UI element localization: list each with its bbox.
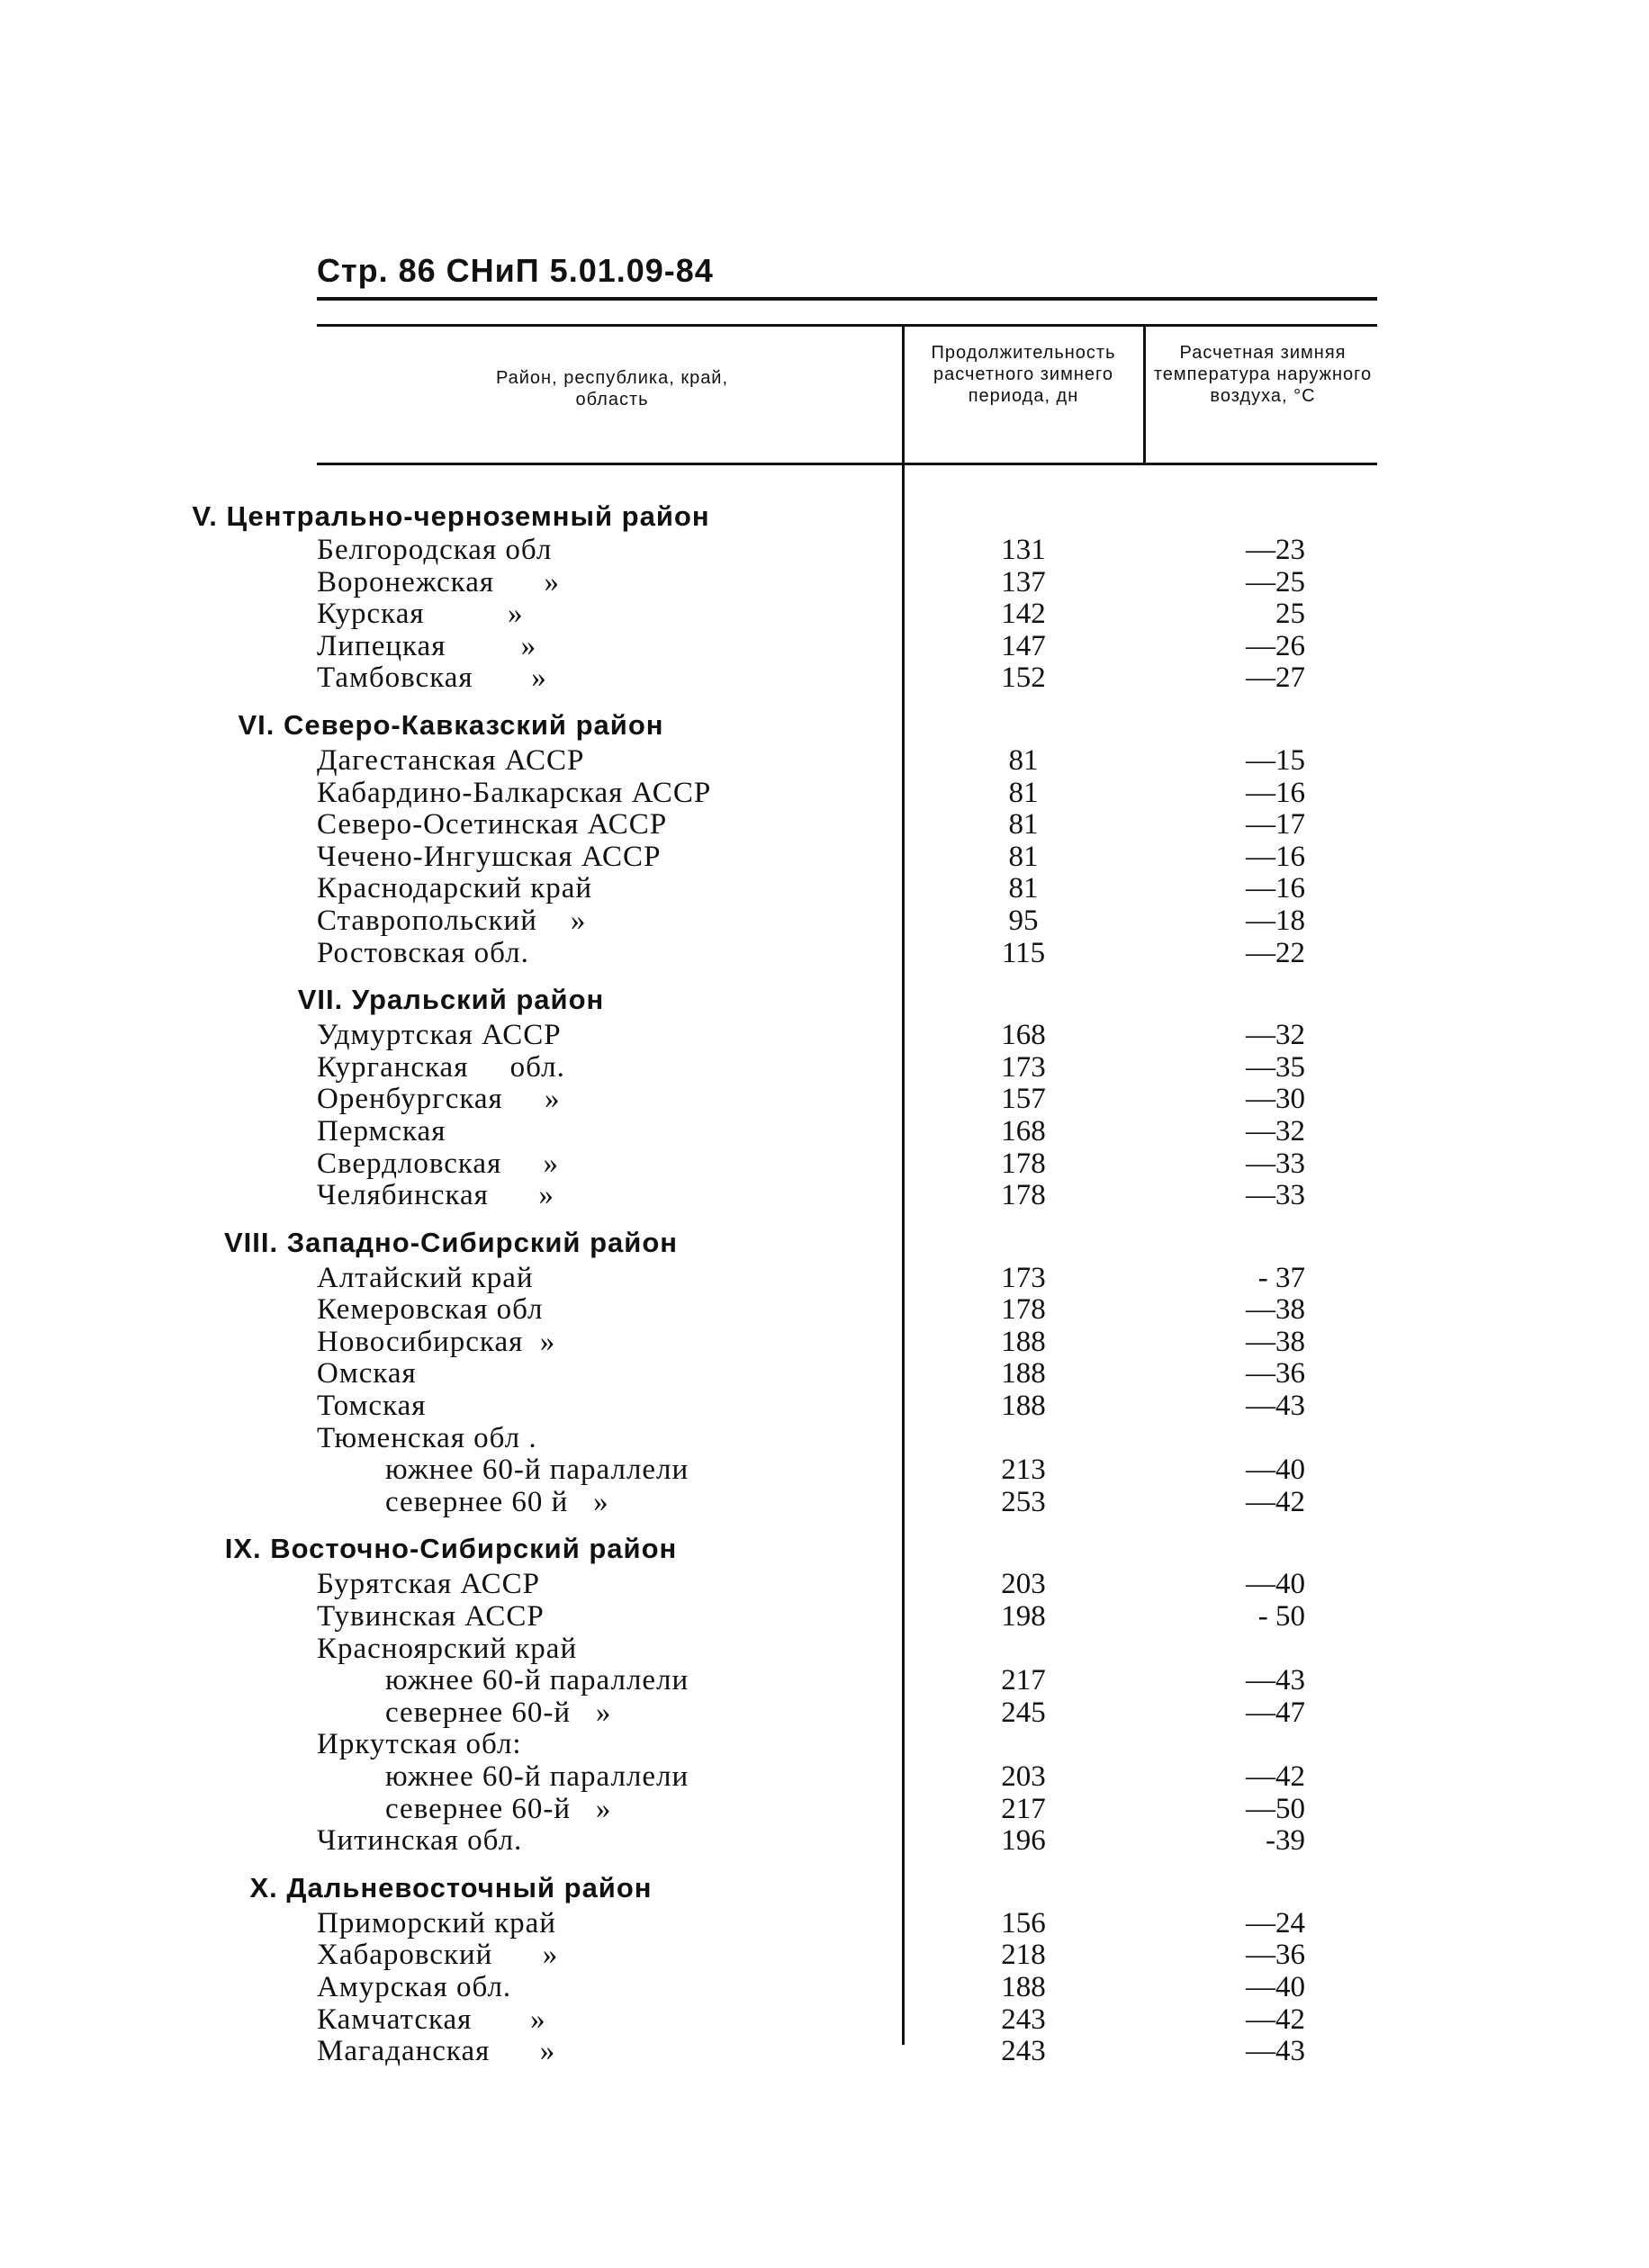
table-body (0, 500, 1649, 2068)
duration-value: 178 (1001, 1179, 1046, 1212)
region-name: севернее 60-й » (385, 1792, 612, 1825)
duration-value: 81 (1008, 872, 1039, 905)
duration-value: 213 (1001, 1454, 1046, 1487)
region-name: Удмуртская АССР (317, 1019, 562, 1052)
region-name: Читинская обл. (317, 1824, 523, 1858)
duration-value: 81 (1008, 776, 1039, 809)
region-name: Омская (317, 1357, 417, 1390)
table-row (0, 631, 1649, 663)
region-name: Амурская обл. (317, 1970, 512, 2003)
column-header-region: Район, республика, край, область (495, 368, 729, 410)
column-divider-1 (902, 324, 905, 464)
section-title: V. Центрально-черноземный район (192, 500, 710, 532)
temperature-value: —38 (1246, 1325, 1305, 1358)
table-row (0, 1972, 1649, 2004)
region-name: Курганская обл. (317, 1050, 565, 1084)
temperature-value: —33 (1246, 1179, 1305, 1212)
region-name: южнее 60-й параллели (385, 1760, 689, 1793)
table-row (0, 1908, 1649, 1940)
section-title: VII. Уральский район (297, 984, 605, 1016)
table-row (0, 1729, 1649, 1761)
region-name: Красноярский край (317, 1632, 578, 1665)
region-name: Алтайский край (317, 1261, 534, 1294)
temperature-value: —43 (1246, 1390, 1305, 1423)
duration-value: 253 (1001, 1485, 1046, 1518)
column-divider-2 (1143, 324, 1146, 464)
duration-value: 178 (1001, 1293, 1046, 1327)
table-row (0, 662, 1649, 695)
temperature-value: - 50 (1257, 1600, 1305, 1634)
region-name: южнее 60-й параллели (385, 1454, 689, 1487)
table-row (0, 535, 1649, 567)
temperature-value: —16 (1246, 840, 1305, 873)
header-top-rule (317, 297, 1377, 301)
table-row (0, 778, 1649, 810)
section-title: VI. Северо-Кавказский район (238, 708, 664, 741)
duration-value: 137 (1001, 565, 1046, 598)
duration-value: 173 (1001, 1050, 1046, 1084)
temperature-value: —40 (1246, 1568, 1305, 1601)
table-row (0, 745, 1649, 778)
column-header-top-rule (317, 324, 1377, 327)
table-row (0, 1390, 1649, 1423)
table-row (0, 905, 1649, 938)
table-row (0, 1665, 1649, 1697)
region-name: Курская » (317, 598, 524, 631)
temperature-value: —18 (1246, 904, 1305, 937)
duration-value: 81 (1008, 743, 1039, 777)
table-row (0, 1423, 1649, 1455)
table-row (0, 567, 1649, 599)
table-row (0, 809, 1649, 842)
section-heading (0, 1212, 1649, 1263)
region-name: Кабардино-Балкарская АССР (317, 776, 712, 809)
region-name: Новосибирская » (317, 1325, 556, 1358)
region-name: Приморский край (317, 1906, 556, 1940)
table-row (0, 1180, 1649, 1212)
temperature-value: —43 (1246, 1664, 1305, 1697)
duration-value: 188 (1001, 1970, 1046, 2003)
temperature-value: —36 (1246, 1357, 1305, 1390)
temperature-value: —16 (1246, 872, 1305, 905)
region-name: Тувинская АССР (317, 1600, 545, 1634)
duration-value: 243 (1001, 2035, 1046, 2068)
table-row (0, 2004, 1649, 2037)
temperature-value: —30 (1246, 1083, 1305, 1116)
table-row (0, 1148, 1649, 1181)
temperature-value: —27 (1246, 662, 1305, 695)
region-name: Челябинская » (317, 1179, 554, 1212)
table-row (0, 1294, 1649, 1327)
table-row (0, 842, 1649, 874)
duration-value: 188 (1001, 1357, 1046, 1390)
region-name: Оренбургская » (317, 1083, 561, 1116)
region-name: Камчатская » (317, 2002, 546, 2036)
region-name: Северо-Осетинская АССР (317, 808, 668, 842)
duration-value: 178 (1001, 1147, 1046, 1180)
duration-value: 142 (1001, 598, 1046, 631)
duration-value: 147 (1001, 629, 1046, 662)
table-row (0, 1825, 1649, 1858)
duration-value: 203 (1001, 1568, 1046, 1601)
temperature-value: —23 (1246, 534, 1305, 566)
temperature-value: —47 (1246, 1696, 1305, 1729)
table-row (0, 1761, 1649, 1794)
section-heading (0, 1858, 1649, 1908)
duration-value: 131 (1001, 534, 1046, 566)
duration-value: 217 (1001, 1664, 1046, 1697)
duration-value: 198 (1001, 1600, 1046, 1634)
temperature-value: —32 (1246, 1114, 1305, 1148)
section-title: VIII. Западно-Сибирский район (224, 1226, 678, 1258)
table-row (0, 1020, 1649, 1052)
column-header-duration: Продолжительность расчетного зимнего периода, дн (931, 343, 1116, 406)
region-name: Тюменская обл . (317, 1421, 537, 1454)
duration-value: 152 (1001, 662, 1046, 695)
temperature-value: —43 (1246, 2035, 1305, 2068)
section-title: IX. Восточно-Сибирский район (224, 1533, 678, 1565)
section-heading (0, 969, 1649, 1020)
region-name: Бурятская АССР (317, 1568, 540, 1601)
region-name: Магаданская » (317, 2035, 556, 2068)
temperature-value: —42 (1246, 1485, 1305, 1518)
table-row (0, 1940, 1649, 1972)
temperature-value: —25 (1246, 565, 1305, 598)
region-name: Чечено-Ингушская АССР (317, 840, 662, 873)
temperature-value: —33 (1246, 1147, 1305, 1180)
column-header-bottom-rule (317, 463, 1377, 465)
temperature-value: —42 (1246, 2002, 1305, 2036)
table-row (0, 1794, 1649, 1826)
region-name: Белгородская обл (317, 534, 553, 566)
table-row (0, 1634, 1649, 1666)
duration-value: 95 (1008, 904, 1039, 937)
duration-value: 168 (1001, 1114, 1046, 1148)
temperature-value: —50 (1246, 1792, 1305, 1825)
temperature-value: —24 (1246, 1906, 1305, 1940)
region-name: Дагестанская АССР (317, 743, 585, 777)
table-row (0, 938, 1649, 970)
duration-value: 115 (1001, 936, 1046, 969)
duration-value: 243 (1001, 2002, 1046, 2036)
region-name: Тамбовская » (317, 662, 547, 695)
duration-value: 157 (1001, 1083, 1046, 1116)
section-heading (0, 500, 1649, 535)
table-row (0, 1327, 1649, 1359)
duration-value: 156 (1001, 1906, 1046, 1940)
region-name: Липецкая » (317, 629, 537, 662)
table-row (0, 598, 1649, 631)
duration-value: 196 (1001, 1824, 1046, 1858)
region-name: Иркутская обл: (317, 1728, 522, 1761)
region-name: Ростовская обл. (317, 936, 529, 969)
region-name: Свердловская » (317, 1147, 560, 1180)
temperature-value: —40 (1246, 1970, 1305, 2003)
temperature-value: —38 (1246, 1293, 1305, 1327)
temperature-value: —42 (1246, 1760, 1305, 1793)
temperature-value: - 37 (1257, 1261, 1305, 1294)
region-name: севернее 60-й » (385, 1696, 612, 1729)
region-name: Хабаровский » (317, 1939, 559, 1972)
region-name: Ставропольский » (317, 904, 587, 937)
table-row (0, 1487, 1649, 1519)
table-row (0, 1084, 1649, 1116)
section-heading (0, 695, 1649, 745)
region-name: Краснодарский край (317, 872, 593, 905)
duration-value: 81 (1008, 808, 1039, 842)
table-row (0, 1116, 1649, 1148)
duration-value: 245 (1001, 1696, 1046, 1729)
duration-value: 218 (1001, 1939, 1046, 1972)
region-name: Томская (317, 1390, 427, 1423)
table-row (0, 1358, 1649, 1390)
section-title: X. Дальневосточный район (249, 1871, 653, 1904)
duration-value: 203 (1001, 1760, 1046, 1793)
temperature-value: —40 (1246, 1454, 1305, 1487)
table-row (0, 1454, 1649, 1487)
temperature-value: -39 (1266, 1824, 1305, 1858)
page-header: Стр. 86 СНиП 5.01.09-84 (317, 252, 714, 289)
temperature-value: —22 (1246, 936, 1305, 969)
temperature-value: —26 (1246, 629, 1305, 662)
temperature-value: —32 (1246, 1019, 1305, 1052)
region-name: севернее 60 й » (385, 1485, 609, 1518)
temperature-value: —15 (1246, 743, 1305, 777)
duration-value: 168 (1001, 1019, 1046, 1052)
table-row (0, 1052, 1649, 1084)
temperature-value: —17 (1246, 808, 1305, 842)
region-name: Кемеровская обл (317, 1293, 544, 1327)
temperature-value: —36 (1246, 1939, 1305, 1972)
table-row (0, 1697, 1649, 1730)
temperature-value: —16 (1246, 776, 1305, 809)
table-row (0, 1601, 1649, 1634)
temperature-value: —35 (1246, 1050, 1305, 1084)
duration-value: 188 (1001, 1325, 1046, 1358)
duration-value: 81 (1008, 840, 1039, 873)
table-row (0, 2036, 1649, 2068)
region-name: южнее 60-й параллели (385, 1664, 689, 1697)
table-row (0, 873, 1649, 905)
column-header-temperature: Расчетная зимняя температура наружного воздуха, °С (1153, 343, 1373, 406)
region-name: Воронежская » (317, 565, 561, 598)
table-row (0, 1569, 1649, 1601)
section-heading (0, 1518, 1649, 1569)
table-row (0, 1263, 1649, 1295)
temperature-value: 25 (1275, 598, 1305, 631)
duration-value: 188 (1001, 1390, 1046, 1423)
duration-value: 173 (1001, 1261, 1046, 1294)
duration-value: 217 (1001, 1792, 1046, 1825)
region-name: Пермская (317, 1114, 446, 1148)
